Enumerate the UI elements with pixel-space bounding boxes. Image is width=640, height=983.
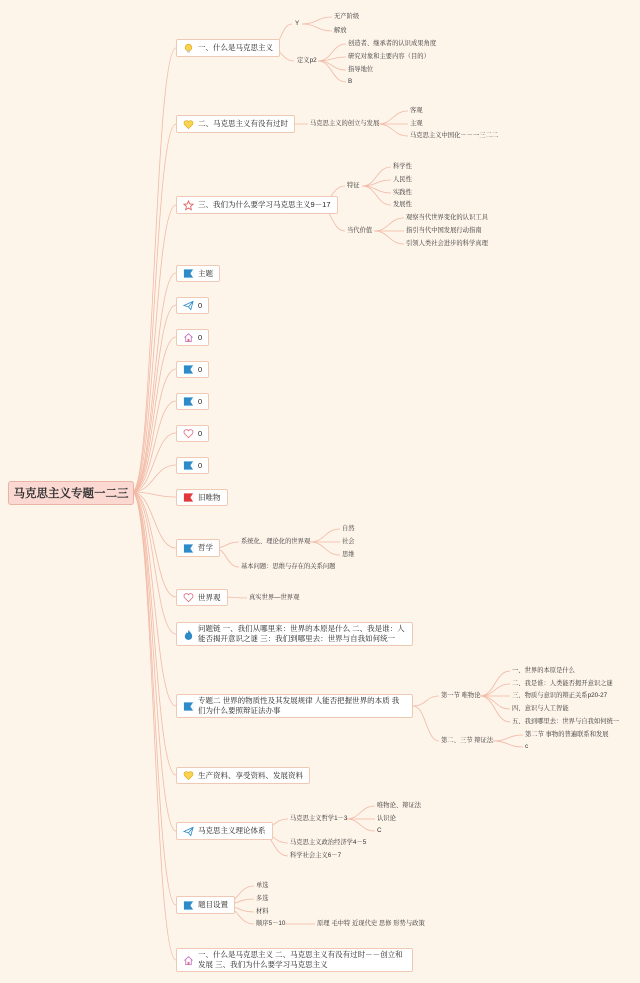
b1-def[interactable]: 定义p2 [297,57,317,64]
bulb-icon [183,43,194,54]
connector [318,61,346,70]
b18-item[interactable]: 多选 [256,895,269,902]
connector [132,124,176,492]
connector [413,696,439,706]
b12-sub1-item[interactable]: 社会 [342,538,355,545]
branch-item[interactable] [176,425,209,442]
branch-theme[interactable] [176,265,220,282]
red-flag-icon [183,492,194,503]
branch-label: 问题链 一、我们从哪里来：世界的本原是什么 二、我是谁：人能否揭开意识之谜 三：我们到哪里去：世界与自我如何统一 [198,624,405,643]
branch-outdated[interactable] [176,115,295,133]
b1-y[interactable]: Y [295,20,300,27]
branch-label: 0 [198,332,203,342]
heart-icon [183,770,194,781]
b3-feat-item[interactable]: 实践性 [393,189,412,196]
branch-label: 一、什么是马克思主义 [198,43,273,52]
branch-philosophy[interactable] [176,539,220,557]
b18-order[interactable]: 顺序5－10 [256,920,286,927]
connector [132,48,176,492]
branch-what-is-marxism[interactable] [176,39,280,57]
branch-label: 三、我们为什么要学习马克思主义9－17 [198,200,331,209]
branch-label: 题目设置 [198,900,228,909]
b2-item[interactable]: 主观 [410,120,423,127]
plane-icon [183,826,194,837]
b17-s2[interactable]: 马克思主义政治经济学4－5 [290,839,367,846]
connector [346,819,375,831]
b15-s1-item[interactable]: 五、我到哪里去：世界与自我如何统一 [512,718,620,725]
branch-item[interactable] [176,329,209,346]
b15-s1-item[interactable]: 二、我是谁：人类能否揭开意识之谜 [512,680,613,687]
b15-s1[interactable]: 第一节 唯物论 [441,692,481,699]
b15-s2-item[interactable]: c [525,743,529,750]
fire-icon [183,629,194,640]
branch-label: 二、马克思主义有没有过时 [198,119,288,128]
b1-def-item[interactable]: B [348,78,353,85]
b3-val-item[interactable]: 引领人类社会进步的科学真理 [406,240,488,247]
b13-sub[interactable]: 真实世界—世界观 [249,594,300,601]
b1-y-item[interactable]: 无产阶级 [334,13,360,20]
branch-item[interactable] [176,457,209,474]
branch-label: 世界观 [198,592,221,602]
connector [318,44,346,61]
branch-old-materialism[interactable] [176,489,228,506]
branch-means[interactable] [176,767,310,784]
flag-icon [183,396,194,407]
b2-item[interactable]: 马克思主义中国化－－一三二二 [410,132,499,139]
b15-s2[interactable]: 第二、三节 辩证法 [441,737,494,744]
branch-theory-system[interactable] [176,822,273,840]
connector [132,369,176,492]
b12-sub2[interactable]: 基本问题：思维与存在的关系问题 [241,563,336,570]
b17-s1-item[interactable]: 认识论 [377,815,396,822]
branch-label: 0 [198,364,203,374]
b3-feat[interactable]: 特征 [347,182,360,189]
connector [318,61,346,82]
flag-icon [183,268,194,279]
connector [132,492,176,634]
connector [132,492,176,706]
b18-item[interactable]: 单选 [256,882,269,889]
branch-item[interactable] [176,393,209,410]
branch-summary[interactable] [176,948,413,972]
branch-label: 0 [198,460,203,470]
flag-icon [183,900,194,911]
branch-label: 0 [198,300,203,310]
connector [480,696,510,722]
branch-question-setup[interactable] [176,896,235,914]
flag-icon [183,364,194,375]
b17-s3[interactable]: 科学社会主义6－7 [290,852,342,859]
b15-s1-item[interactable]: 三、物质与意识的辩正关系p20-27 [512,692,608,699]
b12-sub1-item[interactable]: 自然 [342,525,355,532]
connector [493,741,523,747]
connector [302,17,332,24]
home-icon [183,332,194,343]
branch-why-study[interactable] [176,196,338,214]
branch-label: 专题二 世界的物质性及其发展规律 人能否把握世界的本质 我们为什么要照辩证法办事 [198,696,400,715]
b1-def-item[interactable]: 指导地位 [348,66,374,73]
connector [413,706,439,741]
b1-def-item[interactable]: 研究对象和主要内容（目的） [348,53,430,60]
connector [378,111,408,124]
branch-label: 主题 [198,268,213,278]
heart-icon [183,428,194,439]
star-icon [183,200,194,211]
connector [310,529,340,542]
connector [302,24,332,31]
connector [480,671,510,696]
connector [310,542,340,555]
flag-icon [183,460,194,471]
connector [132,433,176,492]
heart-icon [183,592,194,603]
branch-worldview[interactable] [176,589,228,606]
branch-label: 一、什么是马克思主义 二、马克思主义有没有过时－－创立和发展 三、我们为什么要学习马克思主义 [198,950,403,969]
connector [378,124,408,136]
connector [374,231,404,244]
heart-icon [183,119,194,130]
b1-def-item[interactable]: 创造者、继承者的认识成果角度 [348,40,437,47]
branch-label: 生产资料、享受资料、发展资料 [198,770,303,780]
b2-item[interactable]: 客观 [410,107,423,114]
b3-feat-item[interactable]: 人民性 [393,176,412,183]
branch-label: 哲学 [198,543,213,552]
branch-question-chain[interactable] [176,622,413,646]
branch-label: 0 [198,396,203,406]
plane-icon [183,300,194,311]
b15-s1-item[interactable]: 四、意识与人工智能 [512,705,569,712]
b18-item[interactable]: 材料 [256,908,269,915]
b17-s1[interactable]: 马克思主义哲学1－3 [290,815,348,822]
connector [480,696,510,709]
b17-s1-item[interactable]: C [377,827,382,834]
branch-label: 0 [198,428,203,438]
connector [480,684,510,696]
b18-order-sub[interactable]: 原理 毛中特 近现代史 思修 形势与政策 [317,920,425,927]
branch-item[interactable] [176,361,209,378]
connector [362,186,391,205]
root-node[interactable]: 马克思主义专题一二三 [8,481,134,505]
b15-s2-item[interactable]: 第二节 事物的普遍联系和发展 [525,731,609,738]
branch-topic-two[interactable] [176,694,413,718]
branch-item[interactable] [176,297,209,314]
branch-label: 马克思主义理论体系 [198,826,266,835]
b2-sub[interactable]: 马克思主义的创立与发展 [310,120,380,127]
b12-sub1[interactable]: 系统化、理论化的世界观 [241,538,311,545]
b12-sub1-item[interactable]: 思维 [342,551,355,558]
connector [493,735,523,741]
b3-val-item[interactable]: 观察当代世界变化的认识工具 [406,214,488,221]
b3-feat-item[interactable]: 科学性 [393,163,412,170]
connector [132,337,176,492]
b15-s1-item[interactable]: 一、世界的本原是什么 [512,667,575,674]
b3-val-item[interactable]: 指引当代中国发展行动指南 [406,227,482,234]
home-icon [183,955,194,966]
connector [132,205,176,492]
flag-icon [183,543,194,554]
flag-icon [183,701,194,712]
connector [374,218,404,231]
b3-feat-item[interactable]: 发展性 [393,201,412,208]
connector [132,305,176,492]
branch-label: 旧唯物 [198,492,221,502]
b17-s1-item[interactable]: 唯物论、辩证法 [377,802,422,809]
b3-val[interactable]: 当代价值 [347,227,373,234]
b1-y-item[interactable]: 解放 [334,27,347,34]
connector [346,806,375,819]
